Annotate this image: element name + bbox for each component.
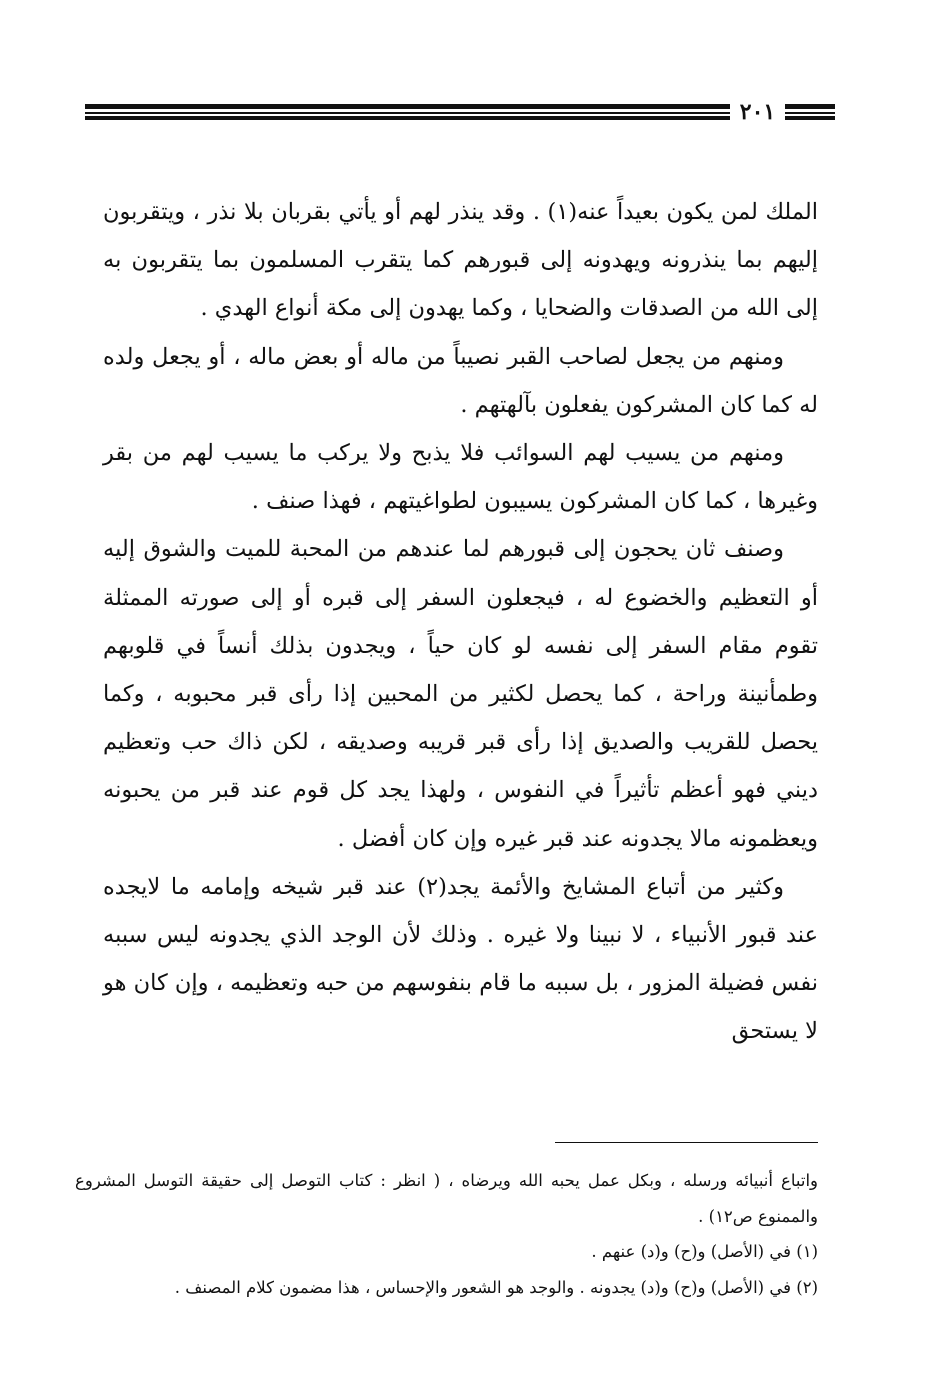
paragraph-2: ومنهم من يجعل لصاحب القبر نصيباً من ماله أو بعض ماله ، أو يجعل ولده له كما كان المشركون يفعلون بآلهتهم . [103, 343, 818, 418]
paragraph-3: ومنهم من يسيب لهم السوائب فلا يذبح ولا يركب ما يسيب لهم من بقر وغيرها ، كما كان المشركون يسيبون لطواغيتهم ، فهذا صنف . [103, 440, 818, 515]
main-text [103, 188, 818, 1056]
footnote-separator [555, 1142, 818, 1143]
footnote-2: (٢) في (الأصل) و(ح) و(د) يجدونه . والوجد هو الشعور والإحساس ، هذا مضمون كلام المصنف . [174, 1277, 818, 1297]
footnotes [75, 1163, 818, 1305]
header-rule-left [85, 104, 730, 120]
paragraph-1: الملك لمن يكون بعيداً عنه(١) . وقد ينذر لهم أو يأتي بقربان بلا نذر ، ويتقربون إليهم بما ينذرونه ويهدونه إلى قبورهم كما يتقرب المسلمون بما يتقربون به إلى الله من الصدقات والضحايا ، وكما يهدون إلى مكة أنواع الهدي . [103, 199, 818, 322]
paragraph-4: وصنف ثان يحجون إلى قبورهم لما عندهم من المحبة للميت والشوق إليه أو التعظيم والخضوع له ، فيجعلون السفر إلى قبره أو إلى صورته الممثلة تقوم مقام السفر إلى نفسه لو كان حياً ، ويجدون بذلك أنساً في قلوبهم وطمأنينة وراحة ، كما يحصل لكثير من المحبين إذا رأى قبر محبوبه ، وكما يحصل للقريب والصديق إذا رأى قبر قريبه وصديقه ، لكن ذاك حب وتعظيم ديني فهو أعظم تأثيراً في النفوس ، ولهذا يجد كل قوم عند قبر من يحبونه ويعظمونه مالا يجدونه عند قبر غيره وإن كان أفضل . [103, 536, 818, 852]
page-header [85, 96, 835, 128]
page-number: ٢٠١ [739, 99, 776, 125]
footnote-1: (١) في (الأصل) و(ح) و(د) عنهم . [591, 1242, 818, 1261]
paragraph-5: وكثير من أتباع المشايخ والأئمة يجد(٢) عند قبر شيخه وإمامه ما لايجده عند قبور الأنبياء ، لا نبينا ولا غيره . وذلك لأن الوجد الذي يجدونه ليس سببه نفس فضيلة المزور ، بل سببه ما قام بنفوسهم من حبه وتعظيمه ، وإن كان هو لا يستحق [103, 873, 818, 1045]
footnote-continuation: واتباع أنبيائه ورسله ، وبكل عمل يحبه الله ويرضاه ، ( انظر : كتاب التوصل إلى حقيقة التوسل المشروع والممنوع ص١٢) . [75, 1171, 818, 1226]
header-rule-right [785, 104, 835, 120]
